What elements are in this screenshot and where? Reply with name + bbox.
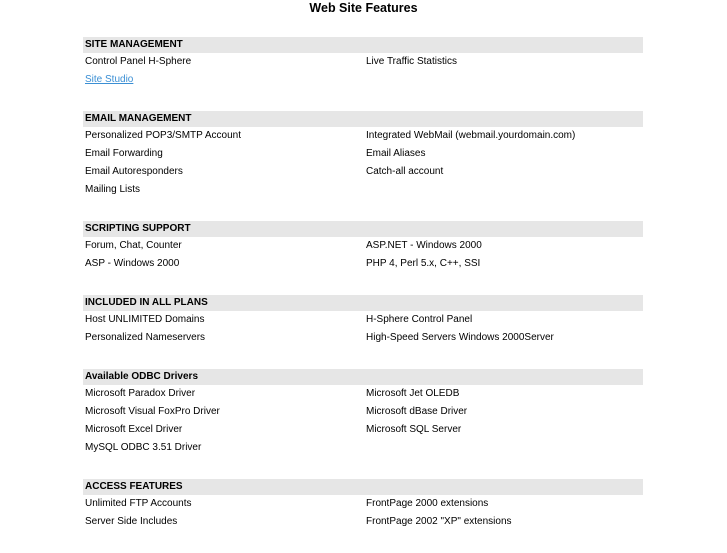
feature-cell (364, 181, 643, 199)
feature-cell: Personalized Nameservers (85, 332, 206, 343)
feature-section (83, 111, 643, 199)
feature-cell: Catch-all account (366, 166, 444, 177)
feature-cell: Microsoft Jet OLEDB (366, 388, 460, 399)
feature-row (83, 145, 643, 163)
feature-cell: FrontPage 2002 "XP" extensions (366, 516, 512, 527)
features-table (83, 37, 643, 553)
feature-cell: Microsoft dBase Driver (366, 406, 468, 417)
site-studio-link[interactable]: Site Studio (85, 74, 134, 85)
feature-cell: Microsoft Paradox Driver (85, 388, 196, 399)
feature-cell: Server Side Includes (85, 516, 178, 527)
feature-section (83, 221, 643, 273)
feature-row (83, 181, 643, 199)
feature-cell: High-Speed Servers Windows 2000Server (366, 332, 554, 343)
feature-row (83, 421, 643, 439)
feature-cell (364, 439, 643, 457)
feature-cell: Email Aliases (366, 148, 426, 159)
feature-cell: Mailing Lists (85, 184, 141, 195)
feature-row (83, 163, 643, 181)
feature-row (83, 439, 643, 457)
feature-row (83, 329, 643, 347)
feature-cell (364, 71, 643, 89)
feature-cell: Email Forwarding (85, 148, 163, 159)
feature-section (83, 369, 643, 457)
feature-cell: Integrated WebMail (webmail.yourdomain.com) (366, 130, 576, 141)
feature-row (83, 385, 643, 403)
feature-cell: H-Sphere Control Panel (366, 314, 473, 325)
feature-cell: Host UNLIMITED Domains (85, 314, 205, 325)
feature-section (83, 479, 643, 531)
feature-cell: PHP 4, Perl 5.x, C++, SSI (366, 258, 481, 269)
feature-row (83, 495, 643, 513)
feature-cell: Microsoft Excel Driver (85, 424, 183, 435)
feature-row (83, 513, 643, 531)
section-heading: EMAIL MANAGEMENT (83, 111, 643, 127)
feature-cell: Microsoft SQL Server (366, 424, 462, 435)
section-heading: ACCESS FEATURES (83, 479, 643, 495)
feature-row (83, 71, 643, 89)
section-heading: SITE MANAGEMENT (83, 37, 643, 53)
feature-cell: Live Traffic Statistics (366, 56, 457, 67)
feature-row (83, 403, 643, 421)
feature-cell (83, 71, 364, 89)
section-heading: Available ODBC Drivers (83, 369, 643, 385)
section-heading: INCLUDED IN ALL PLANS (83, 295, 643, 311)
feature-row (83, 53, 643, 71)
feature-cell: ASP - Windows 2000 (85, 258, 180, 269)
page-title: Web Site Features (309, 1, 418, 15)
section-heading: SCRIPTING SUPPORT (83, 221, 643, 237)
feature-cell: Personalized POP3/SMTP Account (85, 130, 242, 141)
feature-row (83, 127, 643, 145)
feature-cell: ASP.NET - Windows 2000 (366, 240, 482, 251)
feature-cell: Microsoft Visual FoxPro Driver (85, 406, 220, 417)
feature-section (83, 37, 643, 89)
feature-row (83, 255, 643, 273)
feature-section (83, 295, 643, 347)
feature-cell: MySQL ODBC 3.51 Driver (85, 442, 202, 453)
feature-cell: Unlimited FTP Accounts (85, 498, 192, 509)
feature-row (83, 237, 643, 255)
feature-cell: Forum, Chat, Counter (85, 240, 182, 251)
feature-cell: Email Autoresponders (85, 166, 183, 177)
feature-cell: FrontPage 2000 extensions (366, 498, 489, 509)
feature-cell: Control Panel H-Sphere (85, 56, 192, 67)
feature-row (83, 311, 643, 329)
